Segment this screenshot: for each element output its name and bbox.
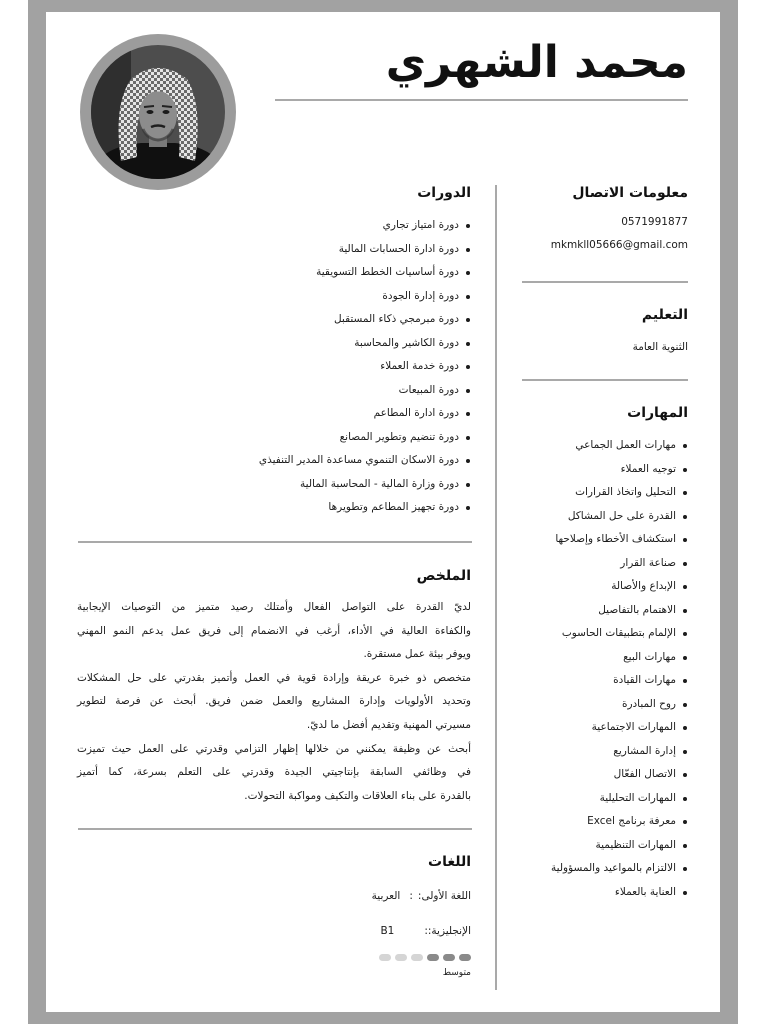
skill-item [520,669,688,693]
course-item [77,496,471,520]
rating-dot [459,954,471,961]
skill-item-label: توجيه العملاء [620,462,676,475]
skill-item [520,622,688,646]
bullet-icon [466,271,470,275]
course-item-label: دورة تنضيم وتطوير المصانع [339,430,459,443]
bullet-icon [683,562,687,566]
skill-item-label: الإبداع والأصالة [611,580,676,592]
bullet-icon [683,703,687,707]
bullet-icon [683,844,687,848]
language-level-code: B1 [380,925,395,937]
skill-item-label: مهارات العمل الجماعي [575,439,676,451]
bullet-icon [683,726,687,730]
course-item [77,473,471,497]
bullet-icon [466,436,470,440]
course-item-label: دورة الكاشير والمحاسبة [354,336,459,349]
skill-item-label: التحليل واتخاذ القرارات [575,486,676,498]
skill-item [520,575,688,599]
skill-item-label: المهارات التحليلية [599,791,676,804]
header-divider [275,99,688,101]
photo-eye [147,110,154,114]
skill-item-label: استكشاف الأخطاء وإصلاحها [555,533,676,545]
language-label: الإنجليزية:: [424,925,471,937]
phone-number: 0571991877 [621,216,688,228]
summary-line: ويوفر بيئة عمل مستقرة. [363,648,471,661]
course-item-label: دورة وزارة المالية - المحاسبة المالية [300,477,459,490]
skill-item-label: الاهتمام بالتفاصيل [598,603,676,616]
language-row-english [380,923,471,939]
summary-line: بالقدرة على بناء العلاقات والتكيف ومواكبة التحولات. [244,789,471,802]
skill-item-label: المهارات الاجتماعية [591,721,676,733]
rating-dot [443,954,455,961]
summary-line: أبحث عن وظيفة يمكنني من خلالها إظهار التزامي وقدرتي على العمل حيث تميزت [77,742,471,755]
course-item [77,449,471,473]
rating-dot [379,954,391,961]
skill-item [520,552,688,576]
course-item [77,308,471,332]
bullet-icon [466,248,470,252]
bullet-icon [683,468,687,472]
rating-dot [395,954,407,961]
skill-item [520,599,688,623]
bullet-icon [683,609,687,613]
skill-item [520,857,688,881]
skill-item [520,434,688,458]
skill-item [520,787,688,811]
summary-divider [78,828,472,830]
skill-item-label: الاتصال الفعّال [613,768,676,780]
course-item [77,402,471,426]
bullet-icon [683,891,687,895]
bullet-icon [466,224,470,228]
skill-item [520,716,688,740]
photo-brow [144,106,154,107]
courses-list [77,214,471,520]
course-item-label: دورة إدارة الجودة [382,289,459,302]
course-item [77,379,471,403]
course-item-label: دورة ادارة الحسابات المالية [338,242,459,255]
skill-item [520,646,688,670]
course-item [77,355,471,379]
person-name: محمد الشهري [385,37,688,88]
language-value: العربية [371,890,401,902]
course-item [77,261,471,285]
summary-line: متخصص ذو خبرة عريقة وإرادة قوية في العمل وأتميز بقدرتي على حل المشكلات [77,671,471,684]
profile-photo [80,34,236,190]
skill-item [520,740,688,764]
skill-item [520,458,688,482]
skill-item [520,810,688,834]
course-item [77,214,471,238]
summary-heading: الملخص [416,568,471,584]
language-separator: : [409,890,413,902]
language-label: اللغة الأولى: [417,890,471,902]
course-item [77,332,471,356]
skill-item-label: صناعة القرار [620,556,676,569]
course-item-label: دورة امتياز تجاري [382,219,459,231]
photo-eye [163,110,170,114]
summary-line: لديّ القدرة على التواصل الفعال وأمتلك رصيد متميز من التوصيات الإيجابية [77,601,471,613]
bullet-icon [683,444,687,448]
skills-heading: المهارات [627,405,688,421]
course-item-label: دورة أساسيات الخطط التسويقية [316,266,459,278]
photo-brow [162,106,172,107]
skill-item-label: مهارات البيع [623,650,676,663]
skill-item-label: القدرة على حل المشاكل [567,509,676,522]
course-item [77,426,471,450]
education-heading: التعليم [641,307,688,323]
bullet-icon [683,538,687,542]
bullet-icon [683,773,687,777]
education-item: الثنوية العامة [632,341,688,353]
summary-line: في وظائفي السابقة بإنتاجيتي الجيدة وقدرتي على التعلم بسرعة، كما أتميز [77,766,471,779]
education-divider [522,379,688,381]
english-rating [379,953,471,961]
skill-item [520,693,688,717]
skill-item [520,505,688,529]
summary-text [77,596,471,808]
summary-line: وتحديد الأولويات وإدارة المشاريع والعمل ضمن فريق. أبحث عن فرصة لتطوير [77,695,471,708]
skill-item [520,763,688,787]
skill-item-label: الإلمام بتطبيقات الحاسوب [561,627,676,639]
course-item-label: دورة مبرمجي ذكاء المستقبل [333,313,459,325]
contact-divider [522,281,688,283]
skill-item-label: المهارات التنظيمية [595,838,676,851]
skill-item [520,481,688,505]
skill-item [520,528,688,552]
bullet-icon [683,585,687,589]
skills-list [520,434,688,904]
bullet-icon [466,295,470,299]
language-row-first [372,888,471,904]
skill-item-label: مهارات القيادة [613,674,676,686]
bullet-icon [683,750,687,754]
column-divider [495,185,497,990]
rating-dot [411,954,423,961]
bullet-icon [466,318,470,322]
course-item [77,238,471,262]
bullet-icon [466,365,470,369]
bullet-icon [683,656,687,660]
skill-item-label: معرفة برنامج Excel [587,815,676,827]
bullet-icon [466,483,470,487]
bullet-icon [683,491,687,495]
bullet-icon [466,459,470,463]
courses-divider [78,541,472,543]
course-item-label: دورة ادارة المطاعم [373,407,459,419]
email-address: mkmkll05666@gmail.com [550,239,688,251]
courses-heading: الدورات [417,185,471,201]
bullet-icon [683,797,687,801]
bullet-icon [683,632,687,636]
bullet-icon [466,506,470,510]
bullet-icon [466,412,470,416]
skill-item [520,881,688,905]
rating-dot [427,954,439,961]
course-item-label: دورة الاسكان التنموي مساعدة المدير التنفيذي [258,454,459,466]
bullet-icon [683,867,687,871]
summary-line: مسيرتي المهنية وتقديم أفضل ما لديّ. [306,718,471,731]
skill-item-label: العناية بالعملاء [614,885,676,898]
course-item [77,285,471,309]
languages-heading: اللغات [428,854,471,870]
course-item-label: دورة خدمة العملاء [380,360,459,372]
profile-photo-image [91,45,225,179]
skill-item-label: الالتزام بالمواعيد والمسؤولية [551,862,676,874]
skill-item [520,834,688,858]
course-item-label: دورة تجهيز المطاعم وتطويرها [328,501,459,513]
bullet-icon [683,515,687,519]
summary-line: والكفاءة العالية في الأداء، أرغب في الانضمام إلى فريق عمل يدعم النمو المهني [77,624,471,637]
skill-item-label: إدارة المشاريع [613,744,676,757]
bullet-icon [683,820,687,824]
contact-heading: معلومات الاتصال [572,185,688,201]
course-item-label: دورة المبيعات [398,383,459,396]
skill-item-label: روح المبادرة [621,697,676,710]
bullet-icon [683,679,687,683]
english-level-label: متوسط [442,968,471,978]
bullet-icon [466,342,470,346]
bullet-icon [466,389,470,393]
